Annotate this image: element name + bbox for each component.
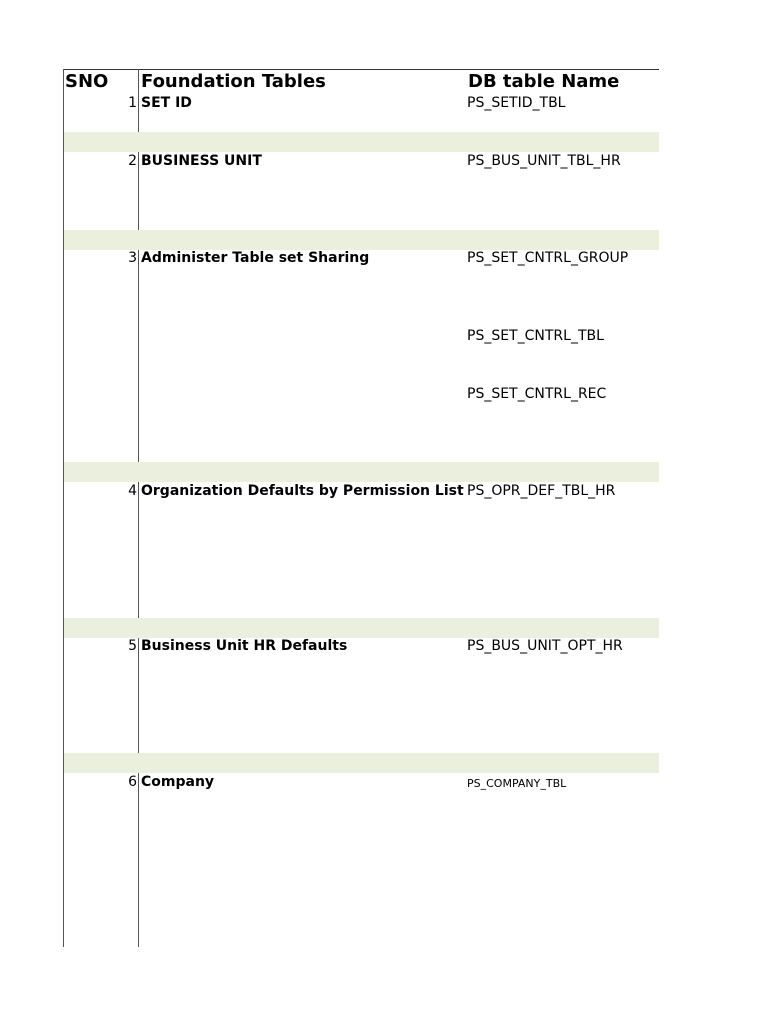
row-number: 3	[128, 250, 137, 266]
separator-band	[64, 753, 659, 773]
db-table-name: PS_SET_CNTRL_TBL	[467, 328, 604, 344]
foundation-table-name: BUSINESS UNIT	[141, 153, 262, 169]
foundation-table-name: Company	[141, 774, 215, 790]
db-table-name: PS_BUS_UNIT_OPT_HR	[467, 638, 623, 654]
separator-band	[64, 230, 659, 250]
db-table-name: PS_OPR_DEF_TBL_HR	[467, 483, 616, 499]
top-border	[63, 69, 659, 70]
separator-band	[64, 462, 659, 482]
column-divider	[138, 69, 139, 947]
row-number: 6	[128, 774, 137, 790]
row-number: 2	[128, 153, 137, 169]
db-table-name: PS_SET_CNTRL_REC	[467, 386, 607, 402]
db-table-name: PS_SET_CNTRL_GROUP	[467, 250, 629, 266]
db-table-name: PS_BUS_UNIT_TBL_HR	[467, 153, 621, 169]
foundation-table-name: SET ID	[141, 95, 192, 111]
left-border	[63, 69, 64, 947]
row-number: 1	[128, 95, 137, 111]
row-number: 5	[128, 638, 137, 654]
db-table-name: PS_SETID_TBL	[467, 95, 566, 111]
header-sno: SNO	[65, 71, 109, 92]
header-db-table-name: DB table Name	[468, 71, 620, 92]
separator-band	[64, 132, 659, 152]
header-foundation-tables: Foundation Tables	[141, 71, 326, 92]
row-number: 4	[128, 483, 137, 499]
foundation-table-name: Administer Table set Sharing	[141, 250, 370, 266]
separator-band	[64, 618, 659, 638]
foundation-table-name: Organization Defaults by Permission List	[141, 483, 464, 499]
foundation-table-name: Business Unit HR Defaults	[141, 638, 348, 654]
db-table-name: PS_COMPANY_TBL	[467, 777, 567, 790]
